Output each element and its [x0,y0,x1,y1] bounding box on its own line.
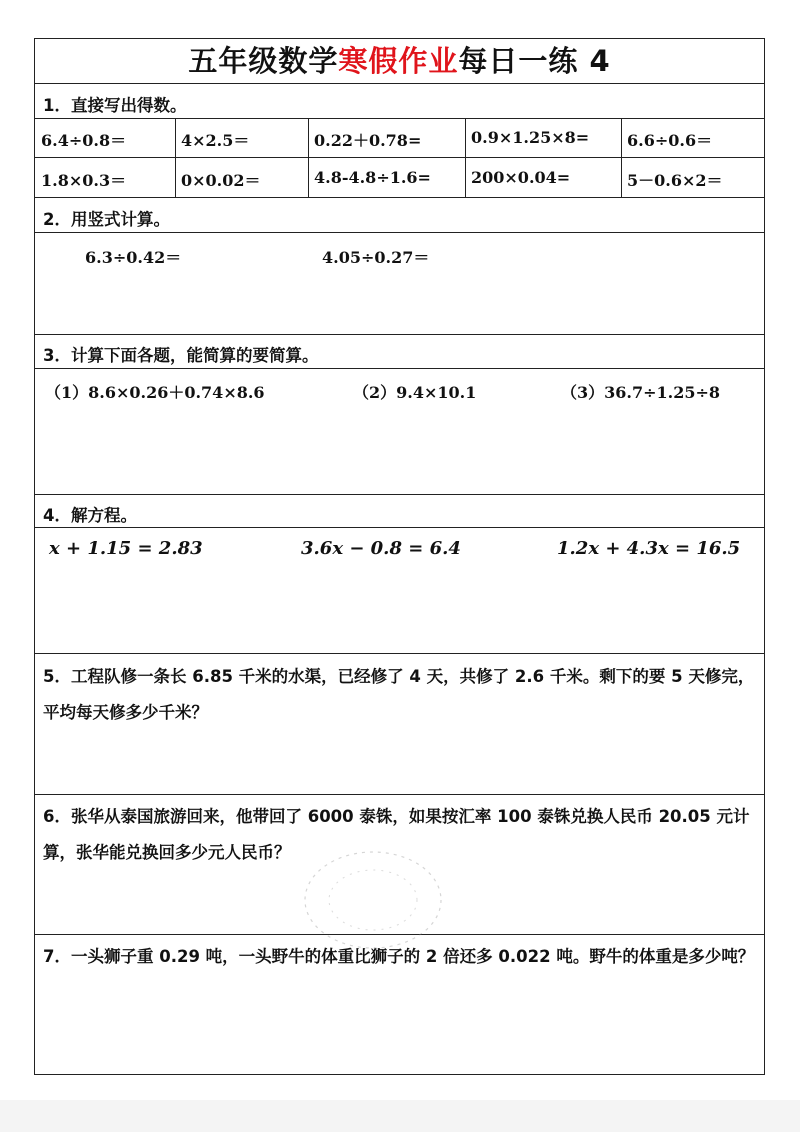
q4-heading: 4．解方程。 [43,506,137,525]
divider [35,794,764,795]
q2-heading: 2．用竖式计算。 [43,210,170,229]
q3-item: （3）36.7÷1.25÷8 [561,383,721,402]
q6-text: 6．张华从泰国旅游回来，他带回了 6000 泰铢，如果按汇率 100 泰铢兑换人民币 20.05 元计算，张华能兑换回多少元人民币？ [43,807,750,862]
divider [35,527,764,528]
grid-line [621,118,622,197]
q2-item: 4.05÷0.27＝ [322,248,430,267]
divider [35,197,764,198]
divider [35,83,764,84]
divider [35,118,764,119]
q1-cell: 6.6÷0.6＝ [627,131,713,150]
q4-equation: 3.6x − 0.8 = 6.4 [301,538,461,559]
page-footer-band [0,1100,800,1132]
q1-cell: 0.22＋0.78= [314,131,422,150]
grid-line [175,118,176,197]
q7-text: 7．一头狮子重 0.29 吨，一头野牛的体重比狮子的 2 倍还多 0.022 吨。野牛的体重是多少吨？ [43,947,755,966]
title-prefix: 五年级数学 [188,44,339,78]
q3-heading: 3．计算下面各题，能简算的要简算。 [43,346,319,365]
grid-line [465,118,466,197]
grid-line [308,118,309,197]
divider [35,157,764,158]
q4-equation: x + 1.15 = 2.83 [49,538,203,559]
q1-cell: 1.8×0.3＝ [41,171,127,190]
divider [35,232,764,233]
divider [35,653,764,654]
q1-cell: 5－0.6×2＝ [627,171,723,190]
q1-cell: 4.8-4.8÷1.6= [314,168,431,187]
divider [35,368,764,369]
q1-cell: 200×0.04= [471,168,571,187]
title-suffix: 每日一练 4 [458,44,611,78]
page-title [35,43,764,79]
q5-text: 5．工程队修一条长 6.85 千米的水渠，已经修了 4 天，共修了 2.6 千米。剩下的要 5 天修完，平均每天修多少千米？ [43,667,755,722]
q4-equation: 1.2x + 4.3x = 16.5 [557,538,741,559]
q1-cell: 6.4÷0.8＝ [41,131,127,150]
watermark-seal-icon [298,845,448,955]
q1-cell: 4×2.5＝ [181,131,250,150]
q1-cell: 0.9×1.25×8= [471,128,590,147]
title-highlight: 寒假作业 [338,44,459,78]
q2-item: 6.3÷0.42＝ [85,248,182,267]
q1-heading: 1．直接写出得数。 [43,96,187,115]
q1-cell: 0×0.02＝ [181,171,261,190]
divider [35,494,764,495]
q3-item: （2）9.4×10.1 [353,383,477,402]
divider [35,334,764,335]
q3-item: （1）8.6×0.26＋0.74×8.6 [45,383,265,402]
